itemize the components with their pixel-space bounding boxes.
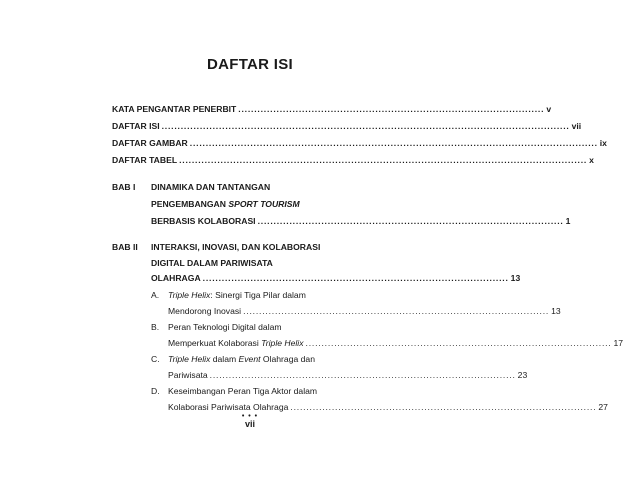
toc-entry-page: 23 [517, 370, 528, 380]
section-title-line[interactable]: Peran Teknologi Digital dalam [168, 322, 282, 332]
chapter-title-line: OLAHRAGA [151, 273, 201, 283]
toc-entry-label: DAFTAR ISI [112, 121, 160, 131]
toc-entry-page: ix [599, 138, 607, 148]
section-title-emphasis: Triple Helix [261, 338, 304, 348]
toc-entry-label: DAFTAR GAMBAR [112, 138, 188, 148]
leader-dots: ................................................................................................ [305, 338, 612, 348]
leader-dots: ................................................................................................ [209, 370, 516, 380]
footer-page-number: vii [244, 419, 255, 429]
section-letter: C. [151, 354, 160, 364]
toc-entry-bab-1[interactable] [151, 215, 571, 227]
toc-entry-page: 13 [551, 306, 561, 316]
toc-entry-kata-pengantar[interactable] [112, 103, 552, 115]
section-title-line: Pariwisata [168, 370, 208, 380]
toc-entry-label: KATA PENGANTAR PENERBIT [112, 104, 237, 114]
toc-entry-page: 13 [510, 273, 521, 283]
leader-dots: ................................................................................................................................ [179, 155, 588, 165]
section-title-line[interactable]: Keseimbangan Peran Tiga Aktor dalam [168, 386, 318, 396]
chapter-title-line[interactable]: DIGITAL DALAM PARIWISATA [151, 258, 273, 268]
toc-entry-bab-2[interactable] [151, 272, 521, 284]
leader-dots: ................................................................................................ [290, 402, 597, 412]
toc-entry-section-d[interactable] [168, 401, 608, 413]
leader-dots: ................................................................................................ [257, 216, 564, 226]
toc-entry-page: 27 [598, 402, 608, 412]
toc-entry-page: 17 [613, 338, 623, 348]
section-title-text: Olahraga dan [260, 354, 315, 364]
section-title-emphasis: Event [238, 354, 261, 364]
section-title-text: Memperkuat Kolaborasi [168, 338, 262, 348]
toc-entry-page: 1 [565, 216, 571, 226]
section-title-line [168, 337, 304, 349]
section-title-line: Kolaborasi Pariwisata Olahraga [168, 402, 289, 412]
chapter-title-text: PENGEMBANGAN [151, 199, 229, 209]
chapter-title-line[interactable]: INTERAKSI, INOVASI, DAN KOLABORASI [151, 242, 321, 252]
chapter-number: BAB I [112, 182, 136, 192]
toc-entry-section-b[interactable] [168, 337, 623, 349]
chapter-title-line[interactable] [151, 198, 300, 210]
page-footer [0, 414, 500, 429]
chapter-title-line[interactable]: DINAMIKA DAN TANTANGAN [151, 182, 271, 192]
section-title-emphasis: Triple Helix [168, 290, 211, 300]
section-title-line: Mendorong Inovasi [168, 306, 242, 316]
toc-entry-label: DAFTAR TABEL [112, 155, 178, 165]
section-letter: B. [151, 322, 160, 332]
chapter-title-line: BERBASIS KOLABORASI [151, 216, 256, 226]
section-letter: A. [151, 290, 160, 300]
toc-entry-daftar-gambar[interactable] [112, 137, 607, 149]
section-title-line[interactable] [168, 353, 315, 365]
page-title: DAFTAR ISI [206, 56, 294, 73]
section-letter: D. [151, 386, 160, 396]
toc-entry-section-c[interactable] [168, 369, 528, 381]
leader-dots: ................................................................................................ [202, 273, 509, 283]
toc-entry-page: v [546, 104, 552, 114]
toc-entry-section-a[interactable] [168, 305, 561, 317]
leader-dots: ................................................................................................................................ [189, 138, 598, 148]
section-title-line[interactable] [168, 289, 306, 301]
leader-dots: ................................................................................................ [238, 104, 545, 114]
toc-entry-page: vii [571, 121, 582, 131]
toc-entry-daftar-tabel[interactable] [112, 154, 594, 166]
chapter-number: BAB II [112, 242, 138, 252]
toc-entry-page: x [589, 155, 594, 165]
chapter-title-emphasis: SPORT TOURISM [228, 199, 300, 209]
section-title-text: dalam [210, 354, 239, 364]
leader-dots: ................................................................................................................................ [161, 121, 570, 131]
section-title-text: : Sinergi Tiga Pilar dalam [210, 290, 306, 300]
toc-entry-daftar-isi[interactable] [112, 120, 582, 132]
leader-dots: ................................................................................................ [243, 306, 550, 316]
section-title-emphasis: Triple Helix [168, 354, 211, 364]
footer-ornament: • • • [241, 413, 259, 420]
